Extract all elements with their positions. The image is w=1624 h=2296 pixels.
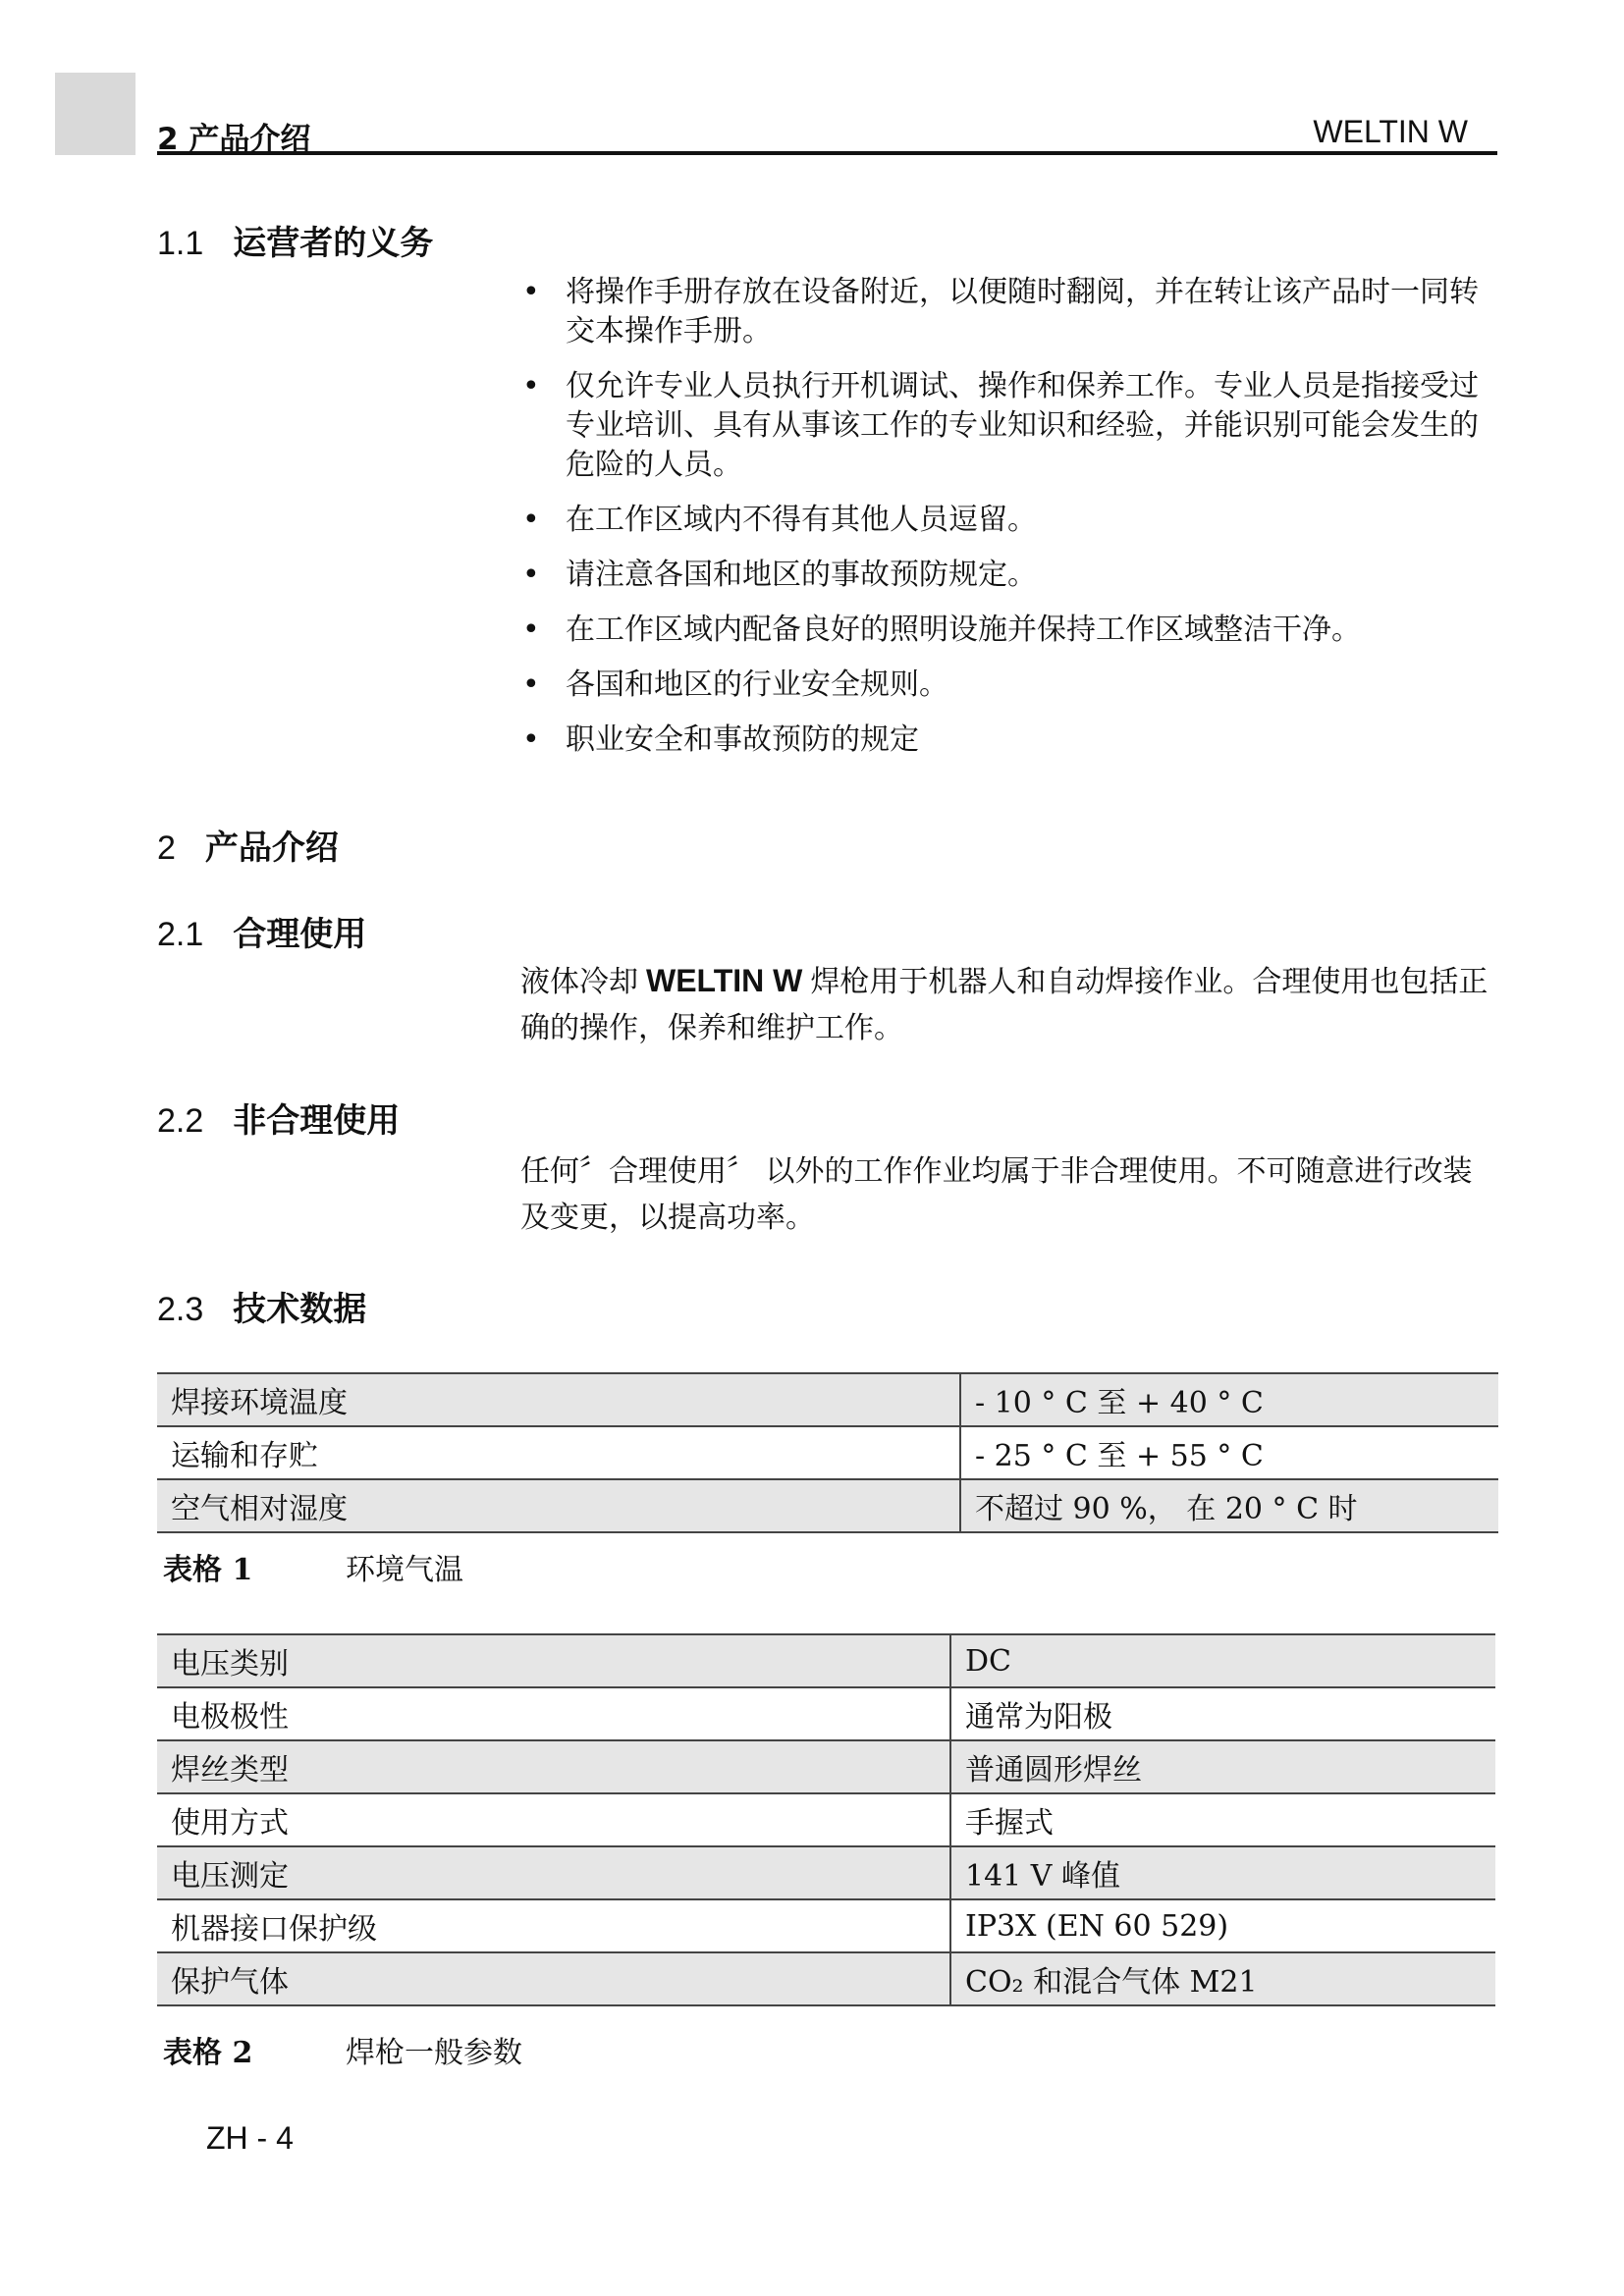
section-title: 产品介绍 xyxy=(204,828,339,868)
table-cell: 空气相对湿度 xyxy=(157,1479,960,1532)
list-item: • 请注意各国和地区的事故预防规定。 xyxy=(520,556,1492,595)
section-2-1-heading xyxy=(157,907,366,955)
list-item: • 仅允许专业人员执行开机调试、操作和保养工作。专业人员是指接受过专业培训、具有从事该工作的专业知识和经验，并能识别可能会发生的危险的人员。 xyxy=(520,367,1492,485)
operator-duties-list xyxy=(520,273,1492,775)
table-row xyxy=(157,1740,1495,1793)
caption-text: 环境气温 xyxy=(346,1553,463,1587)
caption-label: 表格 2 xyxy=(163,2036,253,2070)
table-row xyxy=(157,1846,1495,1899)
caption-label: 表格 1 xyxy=(163,1553,253,1587)
header-chapter: 2 产品介绍 xyxy=(157,122,311,157)
table-cell: 运输和存贮 xyxy=(157,1426,960,1479)
table-row xyxy=(157,1373,1498,1426)
table-cell: 焊丝类型 xyxy=(157,1740,950,1793)
table-cell: - 10 ° C 至 + 40 ° C xyxy=(960,1373,1498,1426)
section-title: 合理使用 xyxy=(233,915,367,954)
table-cell: IP3X (EN 60 529) xyxy=(950,1899,1495,1952)
list-item: • 在工作区域内配备良好的照明设施并保持工作区域整洁干净。 xyxy=(520,611,1492,650)
table-row xyxy=(157,1952,1495,2005)
section-1-1-heading xyxy=(157,216,433,264)
misuse-paragraph: 任何〞合理使用〞 以外的工作作业均属于非合理使用。不可随意进行改装及变更，以提高功率。 xyxy=(520,1154,1473,1235)
table-row xyxy=(157,1479,1498,1532)
list-item: • 将操作手册存放在设备附近，以便随时翻阅，并在转让该产品时一同转交本操作手册。 xyxy=(520,273,1492,351)
table-cell: 普通圆形焊丝 xyxy=(950,1740,1495,1793)
brand-name: WELTIN W xyxy=(646,963,803,998)
header-brand: WELTIN W xyxy=(1313,114,1468,149)
table-2-caption xyxy=(163,2028,522,2071)
section-title: 技术数据 xyxy=(233,1290,367,1329)
table-cell: 电压类别 xyxy=(157,1634,950,1687)
table-row xyxy=(157,1687,1495,1740)
table-cell: DC xyxy=(950,1634,1495,1687)
table-cell: 通常为阳极 xyxy=(950,1687,1495,1740)
table-cell: 保护气体 xyxy=(157,1952,950,2005)
intended-use-paragraph xyxy=(520,958,1492,1051)
table-cell: - 25 ° C 至 + 55 ° C xyxy=(960,1426,1498,1479)
table-cell: 机器接口保护级 xyxy=(157,1899,950,1952)
section-number: 1.1 xyxy=(157,225,204,262)
table-cell: CO₂ 和混合气体 M21 xyxy=(950,1952,1495,2005)
list-item: • 各国和地区的行业安全规则。 xyxy=(520,666,1492,705)
table-cell: 不超过 90 %， 在 20 ° C 时 xyxy=(960,1479,1498,1532)
table-cell: 141 V 峰值 xyxy=(950,1846,1495,1899)
list-item: • 职业安全和事故预防的规定 xyxy=(520,721,1492,760)
list-item: • 在工作区域内不得有其他人员逗留。 xyxy=(520,501,1492,540)
paragraph-text: 液体冷却 xyxy=(520,965,638,999)
section-2-heading xyxy=(157,821,339,869)
section-title: 运营者的义务 xyxy=(233,224,434,263)
torch-parameters-table xyxy=(157,1633,1495,2006)
table-cell: 电极极性 xyxy=(157,1687,950,1740)
corner-tab xyxy=(55,73,135,155)
section-2-2-heading xyxy=(157,1094,400,1142)
page-number: ZH - 4 xyxy=(206,2120,294,2156)
caption-text: 焊枪一般参数 xyxy=(346,2036,522,2070)
table-row xyxy=(157,1426,1498,1479)
section-number: 2.3 xyxy=(157,1291,204,1328)
section-number: 2 xyxy=(157,829,176,867)
section-title: 非合理使用 xyxy=(233,1101,401,1141)
paragraph-text: 焊枪用于机器人和自动焊接作业。合理使用也包括正确的操作，保养和维护工作。 xyxy=(520,965,1489,1045)
table-cell: 电压测定 xyxy=(157,1846,950,1899)
section-number: 2.2 xyxy=(157,1102,204,1140)
table-row xyxy=(157,1899,1495,1952)
page-header xyxy=(157,110,1497,155)
table-row xyxy=(157,1634,1495,1687)
environment-table xyxy=(157,1372,1498,1533)
table-1-caption xyxy=(163,1545,463,1588)
section-number: 2.1 xyxy=(157,916,204,953)
table-row xyxy=(157,1793,1495,1846)
section-2-3-heading xyxy=(157,1282,366,1330)
table-cell: 使用方式 xyxy=(157,1793,950,1846)
table-cell: 手握式 xyxy=(950,1793,1495,1846)
table-cell: 焊接环境温度 xyxy=(157,1373,960,1426)
